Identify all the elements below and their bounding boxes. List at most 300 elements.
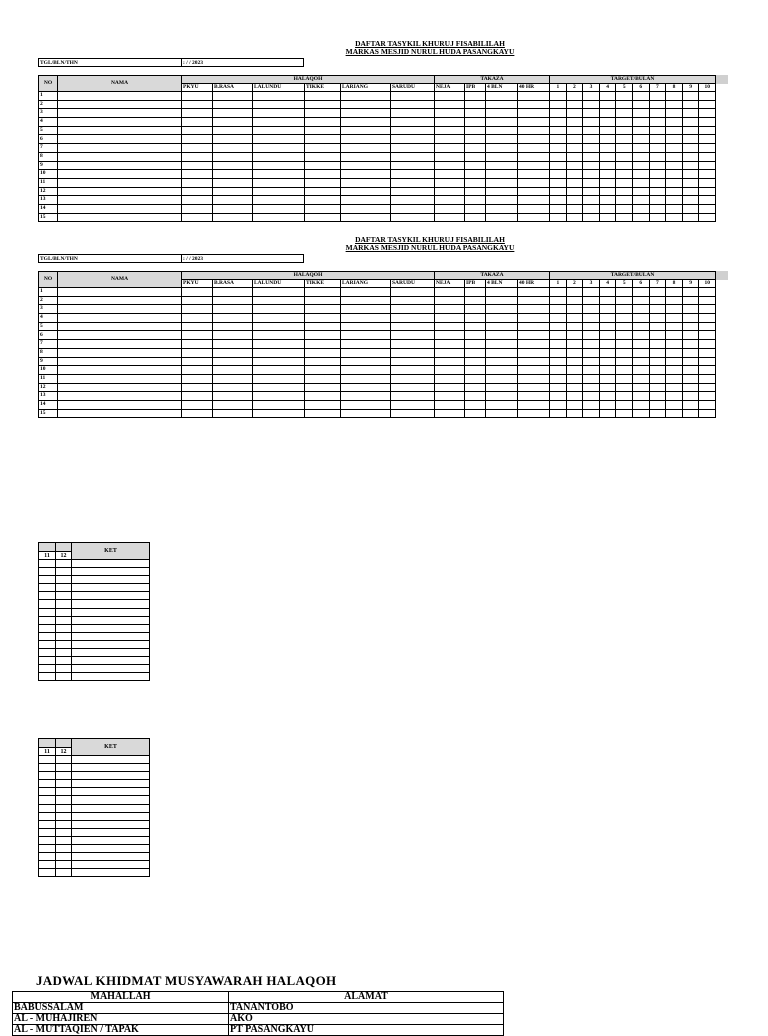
table-cell[interactable] xyxy=(632,314,649,323)
table-cell[interactable] xyxy=(599,296,616,305)
table-cell[interactable] xyxy=(649,400,666,409)
table-cell[interactable] xyxy=(182,296,213,305)
table-cell[interactable] xyxy=(666,204,683,213)
table-cell[interactable] xyxy=(305,100,341,109)
table-cell[interactable] xyxy=(465,392,486,401)
ket-cell[interactable] xyxy=(56,788,72,796)
table-cell[interactable] xyxy=(391,340,435,349)
table-cell[interactable] xyxy=(566,322,583,331)
table-cell[interactable] xyxy=(391,288,435,297)
table-cell[interactable] xyxy=(666,92,683,101)
table-cell[interactable] xyxy=(465,100,486,109)
table-cell[interactable] xyxy=(391,409,435,418)
table-cell[interactable] xyxy=(616,196,633,205)
table-cell[interactable] xyxy=(341,152,391,161)
ket-cell[interactable] xyxy=(56,772,72,780)
table-cell[interactable] xyxy=(566,135,583,144)
table-cell[interactable] xyxy=(486,366,518,375)
table-cell[interactable] xyxy=(550,152,567,161)
table-cell[interactable] xyxy=(341,366,391,375)
table-cell[interactable] xyxy=(649,204,666,213)
table-cell[interactable] xyxy=(550,288,567,297)
table-cell[interactable] xyxy=(253,374,305,383)
table-cell[interactable] xyxy=(182,204,213,213)
table-cell[interactable] xyxy=(699,92,716,101)
table-cell[interactable] xyxy=(682,400,699,409)
table-cell[interactable] xyxy=(391,92,435,101)
name-cell[interactable] xyxy=(58,135,182,144)
table-cell[interactable] xyxy=(550,340,567,349)
table-cell[interactable] xyxy=(391,204,435,213)
table-cell[interactable] xyxy=(550,348,567,357)
ket-cell[interactable] xyxy=(56,568,72,576)
table-cell[interactable] xyxy=(666,409,683,418)
table-cell[interactable] xyxy=(341,204,391,213)
table-cell[interactable] xyxy=(391,196,435,205)
table-cell[interactable] xyxy=(550,213,567,222)
table-cell[interactable] xyxy=(435,187,465,196)
table-cell[interactable] xyxy=(699,340,716,349)
table-cell[interactable] xyxy=(583,305,600,314)
table-cell[interactable] xyxy=(632,331,649,340)
table-cell[interactable] xyxy=(666,314,683,323)
table-cell[interactable] xyxy=(566,383,583,392)
table-cell[interactable] xyxy=(649,305,666,314)
table-cell[interactable] xyxy=(599,305,616,314)
table-cell[interactable] xyxy=(486,296,518,305)
ket-cell[interactable] xyxy=(72,568,150,576)
table-cell[interactable] xyxy=(632,322,649,331)
table-cell[interactable] xyxy=(599,374,616,383)
table-cell[interactable] xyxy=(550,109,567,118)
table-cell[interactable] xyxy=(305,118,341,127)
table-cell[interactable] xyxy=(305,204,341,213)
ket-cell[interactable] xyxy=(39,812,56,820)
table-cell[interactable] xyxy=(253,144,305,153)
table-cell[interactable] xyxy=(518,100,550,109)
table-cell[interactable] xyxy=(182,374,213,383)
table-cell[interactable] xyxy=(391,383,435,392)
table-cell[interactable] xyxy=(253,118,305,127)
table-cell[interactable] xyxy=(518,366,550,375)
table-cell[interactable] xyxy=(518,213,550,222)
table-cell[interactable] xyxy=(566,400,583,409)
table-cell[interactable] xyxy=(649,109,666,118)
table-cell[interactable] xyxy=(599,314,616,323)
table-cell[interactable] xyxy=(341,400,391,409)
table-cell[interactable] xyxy=(632,383,649,392)
table-cell[interactable] xyxy=(182,118,213,127)
table-cell[interactable] xyxy=(341,92,391,101)
name-cell[interactable] xyxy=(58,100,182,109)
table-cell[interactable] xyxy=(649,392,666,401)
table-cell[interactable] xyxy=(666,126,683,135)
table-cell[interactable] xyxy=(341,187,391,196)
table-cell[interactable] xyxy=(518,178,550,187)
table-cell[interactable] xyxy=(486,118,518,127)
table-cell[interactable] xyxy=(583,340,600,349)
table-cell[interactable] xyxy=(616,348,633,357)
table-cell[interactable] xyxy=(486,348,518,357)
table-cell[interactable] xyxy=(599,331,616,340)
table-cell[interactable] xyxy=(341,196,391,205)
table-cell[interactable] xyxy=(213,331,253,340)
ket-cell[interactable] xyxy=(72,780,150,788)
table-cell[interactable] xyxy=(465,314,486,323)
table-cell[interactable] xyxy=(682,187,699,196)
table-cell[interactable] xyxy=(465,118,486,127)
table-cell[interactable] xyxy=(253,100,305,109)
table-cell[interactable] xyxy=(666,135,683,144)
table-cell[interactable] xyxy=(599,144,616,153)
table-cell[interactable] xyxy=(305,288,341,297)
table-cell[interactable] xyxy=(305,161,341,170)
ket-cell[interactable] xyxy=(56,592,72,600)
table-cell[interactable] xyxy=(666,178,683,187)
table-cell[interactable] xyxy=(599,400,616,409)
ket-cell[interactable] xyxy=(39,608,56,616)
table-cell[interactable] xyxy=(213,305,253,314)
table-cell[interactable] xyxy=(465,126,486,135)
table-cell[interactable] xyxy=(649,322,666,331)
ket-cell[interactable] xyxy=(72,624,150,632)
table-cell[interactable] xyxy=(305,187,341,196)
table-cell[interactable] xyxy=(550,170,567,179)
table-cell[interactable] xyxy=(616,161,633,170)
table-cell[interactable] xyxy=(583,400,600,409)
table-cell[interactable] xyxy=(616,322,633,331)
table-cell[interactable] xyxy=(213,135,253,144)
ket-cell[interactable] xyxy=(39,869,56,877)
ket-cell[interactable] xyxy=(72,804,150,812)
table-cell[interactable] xyxy=(649,213,666,222)
table-cell[interactable] xyxy=(632,135,649,144)
ket-cell[interactable] xyxy=(72,869,150,877)
table-cell[interactable] xyxy=(213,296,253,305)
table-cell[interactable] xyxy=(616,144,633,153)
table-cell[interactable] xyxy=(566,126,583,135)
table-cell[interactable] xyxy=(253,170,305,179)
table-cell[interactable] xyxy=(682,348,699,357)
table-cell[interactable] xyxy=(518,409,550,418)
table-cell[interactable] xyxy=(341,213,391,222)
table-cell[interactable] xyxy=(391,100,435,109)
table-cell[interactable] xyxy=(666,161,683,170)
table-cell[interactable] xyxy=(518,322,550,331)
table-cell[interactable] xyxy=(566,374,583,383)
table-cell[interactable] xyxy=(305,126,341,135)
table-cell[interactable] xyxy=(599,109,616,118)
table-cell[interactable] xyxy=(616,305,633,314)
table-cell[interactable] xyxy=(465,187,486,196)
ket-cell[interactable] xyxy=(72,820,150,828)
table-cell[interactable] xyxy=(616,178,633,187)
table-cell[interactable] xyxy=(583,392,600,401)
table-cell[interactable] xyxy=(649,296,666,305)
table-cell[interactable] xyxy=(253,213,305,222)
table-cell[interactable] xyxy=(632,187,649,196)
table-cell[interactable] xyxy=(583,204,600,213)
table-cell[interactable] xyxy=(305,152,341,161)
table-cell[interactable] xyxy=(253,357,305,366)
table-cell[interactable] xyxy=(305,144,341,153)
table-cell[interactable] xyxy=(682,288,699,297)
table-cell[interactable] xyxy=(666,322,683,331)
table-cell[interactable] xyxy=(213,152,253,161)
table-cell[interactable] xyxy=(391,178,435,187)
ket-cell[interactable] xyxy=(72,788,150,796)
table-cell[interactable] xyxy=(666,374,683,383)
table-cell[interactable] xyxy=(253,288,305,297)
table-cell[interactable] xyxy=(518,92,550,101)
table-cell[interactable] xyxy=(182,288,213,297)
ket-cell[interactable] xyxy=(39,780,56,788)
table-cell[interactable] xyxy=(583,144,600,153)
table-cell[interactable] xyxy=(550,135,567,144)
table-cell[interactable] xyxy=(682,135,699,144)
table-cell[interactable] xyxy=(435,409,465,418)
name-cell[interactable] xyxy=(58,196,182,205)
table-cell[interactable] xyxy=(583,374,600,383)
ket-cell[interactable] xyxy=(56,764,72,772)
table-cell[interactable] xyxy=(550,204,567,213)
table-cell[interactable] xyxy=(649,331,666,340)
name-cell[interactable] xyxy=(58,322,182,331)
table-cell[interactable] xyxy=(213,126,253,135)
ket-cell[interactable] xyxy=(56,673,72,681)
name-cell[interactable] xyxy=(58,305,182,314)
table-cell[interactable] xyxy=(486,126,518,135)
table-cell[interactable] xyxy=(632,92,649,101)
ket-cell[interactable] xyxy=(56,665,72,673)
table-cell[interactable] xyxy=(583,126,600,135)
ket-cell[interactable] xyxy=(56,820,72,828)
table-cell[interactable] xyxy=(682,204,699,213)
ket-cell[interactable] xyxy=(39,836,56,844)
ket-cell[interactable] xyxy=(56,657,72,665)
ket-cell[interactable] xyxy=(72,836,150,844)
table-cell[interactable] xyxy=(182,322,213,331)
table-cell[interactable] xyxy=(465,322,486,331)
table-cell[interactable] xyxy=(182,109,213,118)
table-cell[interactable] xyxy=(616,357,633,366)
ket-cell[interactable] xyxy=(56,608,72,616)
table-cell[interactable] xyxy=(632,305,649,314)
table-cell[interactable] xyxy=(182,392,213,401)
table-cell[interactable] xyxy=(486,400,518,409)
table-cell[interactable] xyxy=(486,135,518,144)
ket-cell[interactable] xyxy=(72,584,150,592)
table-cell[interactable] xyxy=(616,204,633,213)
table-cell[interactable] xyxy=(435,374,465,383)
table-cell[interactable] xyxy=(391,305,435,314)
table-cell[interactable] xyxy=(550,331,567,340)
table-cell[interactable] xyxy=(213,374,253,383)
table-cell[interactable] xyxy=(632,348,649,357)
table-cell[interactable] xyxy=(666,152,683,161)
table-cell[interactable] xyxy=(305,135,341,144)
table-cell[interactable] xyxy=(486,357,518,366)
table-cell[interactable] xyxy=(341,296,391,305)
table-cell[interactable] xyxy=(583,100,600,109)
table-cell[interactable] xyxy=(465,305,486,314)
table-cell[interactable] xyxy=(682,340,699,349)
table-cell[interactable] xyxy=(435,196,465,205)
table-cell[interactable] xyxy=(341,383,391,392)
table-cell[interactable] xyxy=(213,144,253,153)
table-cell[interactable] xyxy=(649,126,666,135)
table-cell[interactable] xyxy=(391,118,435,127)
table-cell[interactable] xyxy=(465,144,486,153)
table-cell[interactable] xyxy=(550,100,567,109)
table-cell[interactable] xyxy=(566,357,583,366)
table-cell[interactable] xyxy=(699,400,716,409)
table-cell[interactable] xyxy=(666,187,683,196)
table-cell[interactable] xyxy=(550,196,567,205)
table-cell[interactable] xyxy=(435,126,465,135)
ket-cell[interactable] xyxy=(56,845,72,853)
table-cell[interactable] xyxy=(305,331,341,340)
table-cell[interactable] xyxy=(253,126,305,135)
name-cell[interactable] xyxy=(58,161,182,170)
table-cell[interactable] xyxy=(632,288,649,297)
table-cell[interactable] xyxy=(518,331,550,340)
ket-cell[interactable] xyxy=(39,820,56,828)
ket-cell[interactable] xyxy=(39,657,56,665)
table-cell[interactable] xyxy=(182,144,213,153)
table-cell[interactable] xyxy=(305,340,341,349)
table-cell[interactable] xyxy=(518,314,550,323)
table-cell[interactable] xyxy=(213,196,253,205)
table-cell[interactable] xyxy=(632,204,649,213)
table-cell[interactable] xyxy=(435,213,465,222)
table-cell[interactable] xyxy=(599,409,616,418)
table-cell[interactable] xyxy=(305,296,341,305)
table-cell[interactable] xyxy=(599,100,616,109)
table-cell[interactable] xyxy=(682,409,699,418)
table-cell[interactable] xyxy=(435,161,465,170)
name-cell[interactable] xyxy=(58,331,182,340)
table-cell[interactable] xyxy=(632,409,649,418)
table-cell[interactable] xyxy=(182,305,213,314)
table-cell[interactable] xyxy=(391,296,435,305)
table-cell[interactable] xyxy=(616,118,633,127)
table-cell[interactable] xyxy=(632,118,649,127)
table-cell[interactable] xyxy=(341,178,391,187)
table-cell[interactable] xyxy=(518,196,550,205)
table-cell[interactable] xyxy=(391,374,435,383)
table-cell[interactable] xyxy=(616,400,633,409)
ket-cell[interactable] xyxy=(72,657,150,665)
table-cell[interactable] xyxy=(465,348,486,357)
table-cell[interactable] xyxy=(550,187,567,196)
table-cell[interactable] xyxy=(305,409,341,418)
table-cell[interactable] xyxy=(699,170,716,179)
table-cell[interactable] xyxy=(435,348,465,357)
table-cell[interactable] xyxy=(649,118,666,127)
table-cell[interactable] xyxy=(435,322,465,331)
table-cell[interactable] xyxy=(583,409,600,418)
table-cell[interactable] xyxy=(616,374,633,383)
name-cell[interactable] xyxy=(58,357,182,366)
table-cell[interactable] xyxy=(699,314,716,323)
table-cell[interactable] xyxy=(616,187,633,196)
table-cell[interactable] xyxy=(253,409,305,418)
name-cell[interactable] xyxy=(58,366,182,375)
table-cell[interactable] xyxy=(599,383,616,392)
table-cell[interactable] xyxy=(649,187,666,196)
ket-cell[interactable] xyxy=(39,568,56,576)
ket-cell[interactable] xyxy=(39,845,56,853)
table-cell[interactable] xyxy=(213,213,253,222)
table-cell[interactable] xyxy=(649,135,666,144)
table-cell[interactable] xyxy=(435,392,465,401)
table-cell[interactable] xyxy=(435,296,465,305)
ket-cell[interactable] xyxy=(39,560,56,568)
table-cell[interactable] xyxy=(518,109,550,118)
table-cell[interactable] xyxy=(666,288,683,297)
ket-cell[interactable] xyxy=(39,592,56,600)
table-cell[interactable] xyxy=(649,100,666,109)
table-cell[interactable] xyxy=(599,135,616,144)
table-cell[interactable] xyxy=(391,331,435,340)
table-cell[interactable] xyxy=(341,135,391,144)
table-cell[interactable] xyxy=(213,187,253,196)
table-cell[interactable] xyxy=(435,331,465,340)
name-cell[interactable] xyxy=(58,144,182,153)
table-cell[interactable] xyxy=(566,392,583,401)
table-cell[interactable] xyxy=(682,118,699,127)
table-cell[interactable] xyxy=(486,288,518,297)
ket-cell[interactable] xyxy=(39,624,56,632)
table-cell[interactable] xyxy=(550,92,567,101)
table-cell[interactable] xyxy=(566,109,583,118)
table-cell[interactable] xyxy=(305,400,341,409)
table-cell[interactable] xyxy=(583,383,600,392)
table-cell[interactable] xyxy=(182,170,213,179)
table-cell[interactable] xyxy=(566,161,583,170)
table-cell[interactable] xyxy=(435,92,465,101)
table-cell[interactable] xyxy=(486,374,518,383)
table-cell[interactable] xyxy=(213,92,253,101)
table-cell[interactable] xyxy=(518,152,550,161)
table-cell[interactable] xyxy=(465,161,486,170)
table-cell[interactable] xyxy=(666,400,683,409)
table-cell[interactable] xyxy=(649,161,666,170)
ket-cell[interactable] xyxy=(72,649,150,657)
table-cell[interactable] xyxy=(341,409,391,418)
ket-cell[interactable] xyxy=(39,584,56,592)
table-cell[interactable] xyxy=(583,348,600,357)
table-cell[interactable] xyxy=(518,296,550,305)
table-cell[interactable] xyxy=(213,366,253,375)
table-cell[interactable] xyxy=(341,322,391,331)
table-cell[interactable] xyxy=(341,314,391,323)
table-cell[interactable] xyxy=(599,322,616,331)
table-cell[interactable] xyxy=(465,204,486,213)
ket-cell[interactable] xyxy=(39,632,56,640)
table-cell[interactable] xyxy=(699,296,716,305)
table-cell[interactable] xyxy=(341,288,391,297)
table-cell[interactable] xyxy=(666,144,683,153)
table-cell[interactable] xyxy=(253,314,305,323)
table-cell[interactable] xyxy=(341,348,391,357)
name-cell[interactable] xyxy=(58,92,182,101)
table-cell[interactable] xyxy=(566,213,583,222)
table-cell[interactable] xyxy=(435,366,465,375)
table-cell[interactable] xyxy=(699,374,716,383)
table-cell[interactable] xyxy=(682,109,699,118)
